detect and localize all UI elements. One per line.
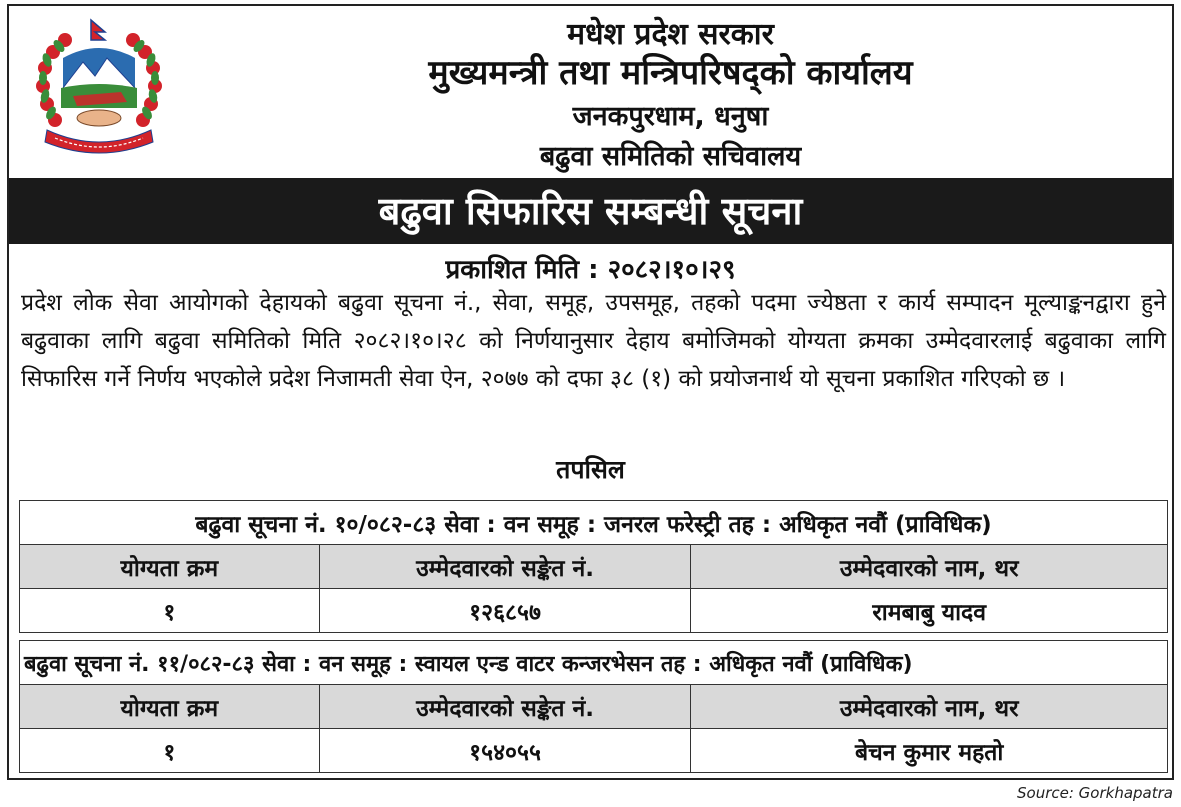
- source-credit: Source: Gorkhapatra: [1017, 784, 1173, 802]
- notice-frame: [7, 4, 1174, 780]
- column-header-merit-order: योग्यता क्रम: [20, 685, 320, 729]
- column-header-candidate-code: उम्मेदवारको सङ्केत नं.: [319, 545, 691, 589]
- column-header-candidate-code: उम्मेदवारको सङ्केत नं.: [319, 685, 691, 729]
- column-header-candidate-name: उम्मेदवारको नाम, थर: [691, 685, 1168, 729]
- published-date: प्रकाशित मिति : २०८२।१०।२९: [445, 255, 736, 285]
- cell-candidate-code: १२६८५७: [319, 589, 691, 633]
- nepal-emblem-icon: [25, 18, 173, 164]
- cell-candidate-name: बेचन कुमार महतो: [691, 729, 1168, 773]
- notice-table-11: [19, 640, 1168, 773]
- table-title-row: [20, 501, 1168, 545]
- column-header-candidate-name: उम्मेदवारको नाम, थर: [691, 545, 1168, 589]
- table-row: [20, 729, 1168, 773]
- header-province-name: मधेश प्रदेश सरकार: [567, 17, 774, 52]
- table-header-row: [20, 545, 1168, 589]
- cell-merit-order: १: [20, 589, 320, 633]
- cell-candidate-name: रामबाबु यादव: [691, 589, 1168, 633]
- table-title: बढुवा सूचना नं. ११/०८२-८३ सेवा : वन समूह : स्वायल एन्ड वाटर कन्जरभेसन तह : अधिकृत नवौं (प्राविधिक): [20, 641, 1168, 685]
- header-office-name: मुख्यमन्त्री तथा मन्त्रिपरिषद्को कार्यालय: [428, 53, 913, 93]
- column-header-merit-order: योग्यता क्रम: [20, 545, 320, 589]
- cell-merit-order: १: [20, 729, 320, 773]
- header-location: जनकपुरधाम, धनुषा: [572, 101, 769, 132]
- notice-header: [9, 6, 1172, 178]
- header-secretariat: बढुवा समितिको सचिवालय: [539, 141, 802, 172]
- cell-candidate-code: १५४०५५: [319, 729, 691, 773]
- table-header-row: [20, 685, 1168, 729]
- notice-body-text: प्रदेश लोक सेवा आयोगको देहायको बढुवा सूचना नं., सेवा, समूह, उपसमूह, तहको पदमा ज्येष्ठता र कार्य सम्पादन मूल्याङ्कनद्वारा हुने बढुवाका लागि बढुवा समितिको मिति २०८२।१०।२८ को निर्णयानुसार देहाय बमोजिमको योग्यता क्रमका उम्मेदवारलाई बढुवाका लागि सिफारिस गर्ने निर्णय भएकोले प्रदेश निजामती सेवा ऐन, २०७७ को दफा ३८ (१) को प्रयोजनार्थ यो सूचना प्रकाशित गरिएको छ ।: [21, 290, 1166, 392]
- table-row: [20, 589, 1168, 633]
- table-title: बढुवा सूचना नं. १०/०८२-८३ सेवा : वन समूह : जनरल फरेस्ट्री तह : अधिकृत नवौं (प्राविधिक): [20, 501, 1168, 545]
- table-title-row: [20, 641, 1168, 685]
- notice-title-banner: बढुवा सिफारिस सम्बन्धी सूचना: [9, 178, 1172, 244]
- notice-table-10: [19, 500, 1168, 633]
- details-heading: तपसिल: [556, 455, 625, 484]
